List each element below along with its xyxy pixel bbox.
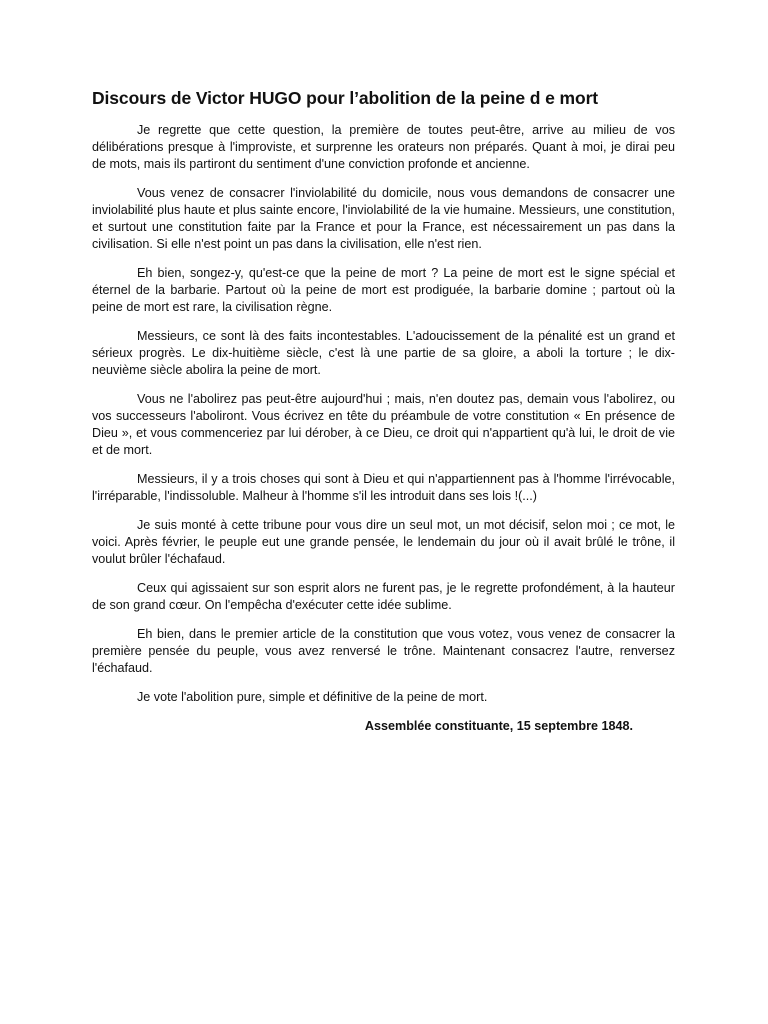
paragraph-9: Eh bien, dans le premier article de la constitution que vous votez, vous venez de consacrer la première pensée du peuple, vous avez renversé le trône. Maintenant consacrez l'autre, renversez l'échafaud.	[92, 627, 675, 675]
paragraph-2: Vous venez de consacrer l'inviolabilité du domicile, nous vous demandons de consacrer une inviolabilité plus haute et plus sainte encore, l'inviolabilité de la vie humaine. Messieurs, une constitution, et surtout une constitution faite par la France et pour la France, est nécessairement un pas dans la civilisation. Si elle n'est point un pas dans la civilisation, elle n'est rien.	[92, 186, 675, 251]
paragraph-1: Je regrette que cette question, la première de toutes peut-être, arrive au milieu de vos délibérations presque à l'improviste, et surprenne les orateurs non préparés. Quant à moi, je dirai peu de mots, mais ils partiront du sentiment d'une conviction profonde et ancienne.	[92, 123, 675, 171]
paragraph-4: Messieurs, ce sont là des faits incontestables. L'adoucissement de la pénalité est un grand et sérieux progrès. Le dix-huitième siècle, c'est là une partie de sa gloire, a aboli la torture ; le dix-neuvième siècle abolira la peine de mort.	[92, 329, 675, 377]
paragraph-3: Eh bien, songez-y, qu'est-ce que la peine de mort ? La peine de mort est le signe spécial et éternel de la barbarie. Partout où la peine de mort est prodiguée, la barbarie domine ; partout où la peine de mort est rare, la civilisation règne.	[92, 266, 675, 314]
paragraph-10: Je vote l'abolition pure, simple et définitive de la peine de mort.	[137, 690, 488, 704]
paragraph-7: Je suis monté à cette tribune pour vous dire un seul mot, un mot décisif, selon moi ; ce mot, le voici. Après février, le peuple eut une grande pensée, le lendemain du jour où il avait brûlé le trône, il voulut brûler l'échafaud.	[92, 518, 675, 566]
document-title: Discours de Victor HUGO pour l’abolition de la peine d e mort	[92, 88, 599, 108]
paragraph-5: Vous ne l'abolirez pas peut-être aujourd'hui ; mais, n'en doutez pas, demain vous l'abolirez, ou vos successeurs l'aboliront. Vous écrivez en tête du préambule de votre constitution « En présence de Dieu », et vous commenceriez par lui dérober, à ce Dieu, ce droit qui n'appartient qu'à lui, le droit de vie et de mort.	[92, 392, 675, 457]
signature-line: Assemblée constituante, 15 septembre 1848.	[364, 719, 633, 733]
paragraph-8: Ceux qui agissaient sur son esprit alors ne furent pas, je le regrette profondément, à la hauteur de son grand cœur. On l'empêcha d'exécuter cette idée sublime.	[92, 581, 675, 612]
paragraph-6: Messieurs, il y a trois choses qui sont à Dieu et qui n'appartiennent pas à l'homme l'irrévocable, l'irréparable, l'indissoluble. Malheur à l'homme s'il les introduit dans ses lois !(...)	[92, 472, 675, 503]
document-page	[92, 86, 675, 735]
